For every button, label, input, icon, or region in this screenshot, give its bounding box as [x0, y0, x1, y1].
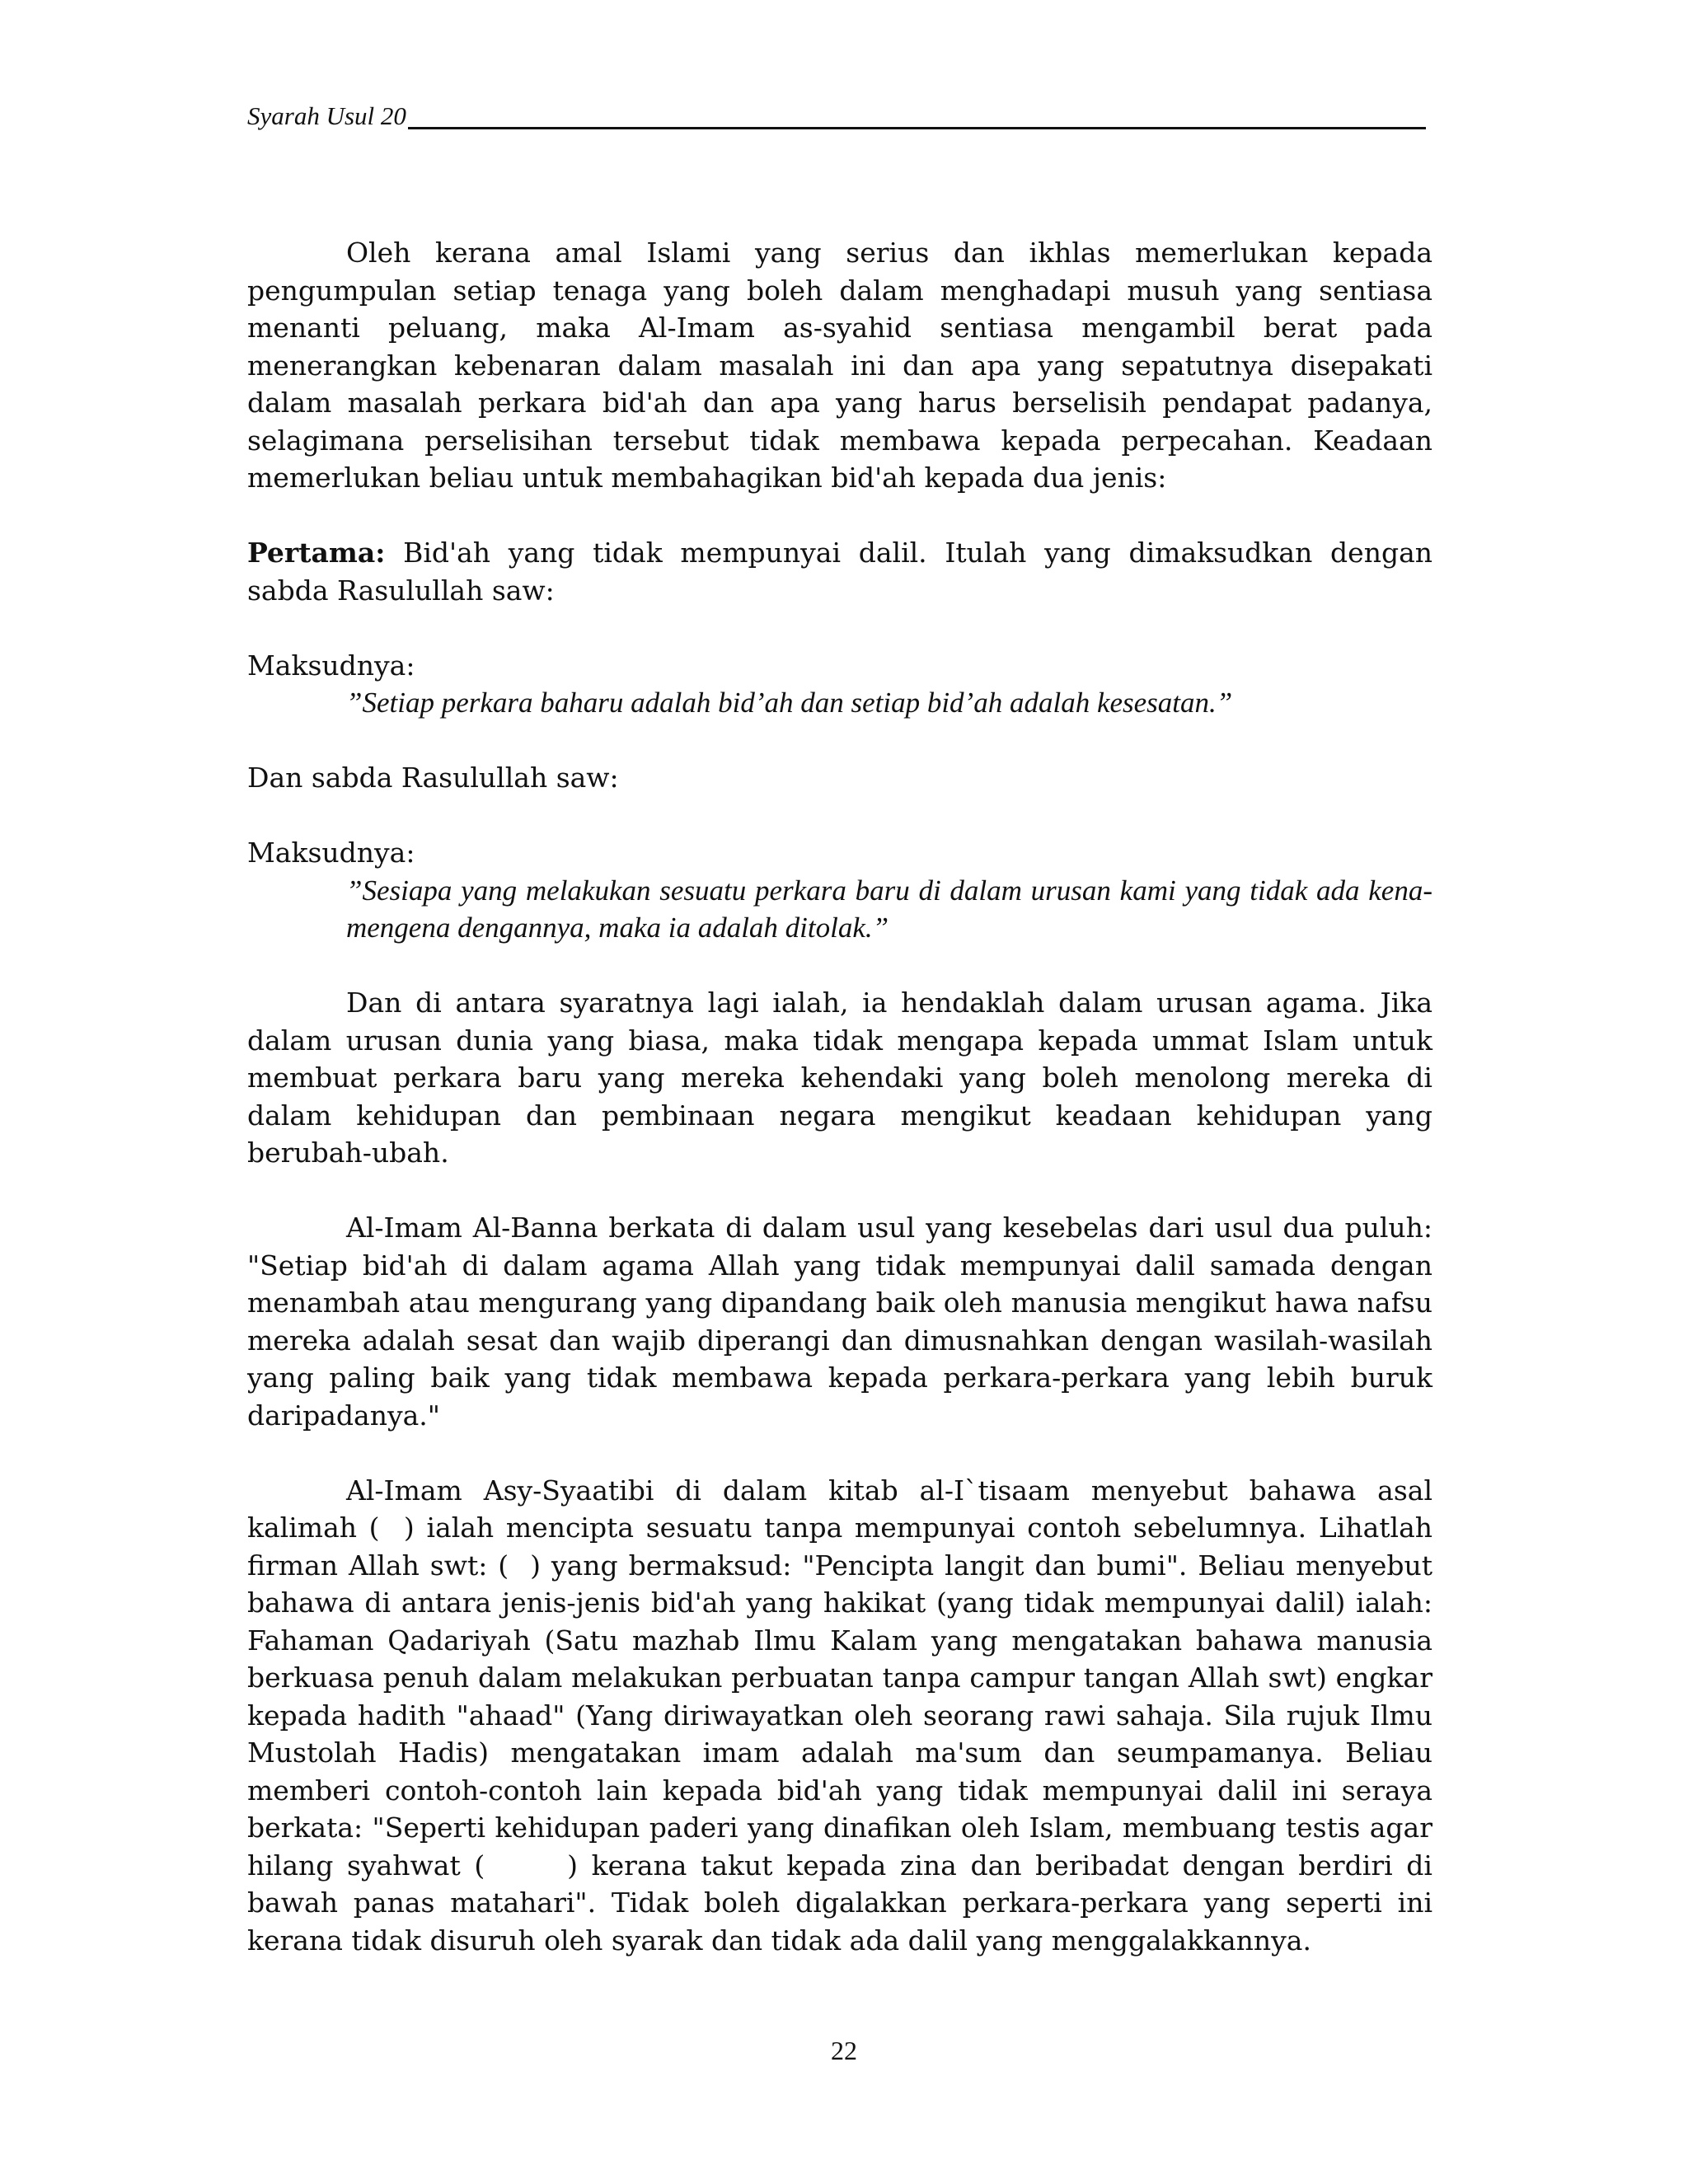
- header-rule: [408, 127, 1426, 129]
- hadith-quote-1: ”Setiap perkara baharu adalah bid’ah dan setiap bid’ah adalah kesesatan.”: [346, 687, 1233, 719]
- paragraph-intro: Oleh kerana amal Islami yang serius dan ikhlas memerlukan kepada pengumpulan setiap tenaga yang boleh dalam menghadapi musuh yang sentiasa menanti peluang, maka Al-Imam as-syahid sentiasa mengambil berat pada menerangkan kebenaran dalam masalah ini dan apa yang sepatutnya disepakati dalam masalah perkara bid'ah dan apa yang harus berselisih pendapat padanya, selagimana perselisihan tersebut tidak membawa kepada perpecahan. Keadaan memerlukan beliau untuk membahagikan bid'ah kepada dua jenis:: [247, 237, 1432, 494]
- page-number: 22: [831, 2036, 857, 2065]
- running-header-title: Syarah Usul 20: [247, 101, 406, 130]
- paragraph-syarat: Dan di antara syaratnya lagi ialah, ia hendaklah dalam urusan agama. Jika dalam urusan dunia yang biasa, maka tidak mengapa kepada ummat Islam untuk membuat perkara baru yang mereka kehendaki yang boleh menolong mereka di dalam kehidupan dan pembinaan negara mengikut keadaan kehidupan yang berubah-ubah.: [247, 987, 1432, 1169]
- dan-sabda-line: Dan sabda Rasulullah saw:: [247, 762, 619, 794]
- maksudnya-label-1: Maksudnya:: [247, 649, 415, 682]
- page-header: [247, 99, 1426, 132]
- pertama-text: Bid'ah yang tidak mempunyai dalil. Itulah yang dimaksudkan dengan sabda Rasulullah saw:: [247, 537, 1432, 607]
- page-body: [247, 234, 1432, 1959]
- pertama-label: Pertama:: [247, 537, 386, 569]
- hadith-quote-2: ”Sesiapa yang melakukan sesuatu perkara baru di dalam urusan kami yang tidak ada kena-mengena dengannya, maka ia adalah ditolak.”: [346, 874, 1432, 944]
- maksudnya-label-2: Maksudnya:: [247, 837, 415, 869]
- paragraph-al-banna: Al-Imam Al-Banna berkata di dalam usul yang kesebelas dari usul dua puluh: "Setiap bid'ah di dalam agama Allah yang tidak mempunyai dalil samada dengan menambah atau mengurang yang dipandang baik oleh manusia mengikut hawa nafsu mereka adalah sesat dan wajib diperangi dan dimusnahkan dengan wasilah-wasilah yang paling baik yang tidak membawa kepada perkara-perkara yang lebih buruk daripadanya.": [247, 1212, 1432, 1432]
- paragraph-asy-syaatibi: Al-Imam Asy-Syaatibi di dalam kitab al-I`tisaam menyebut bahawa asal kalimah ( ) ialah mencipta sesuatu tanpa mempunyai contoh sebelumnya. Lihatlah firman Allah swt: ( ) yang bermaksud: "Pencipta langit dan bumi". Beliau menyebut bahawa di antara jenis-jenis bid'ah yang hakikat (yang tidak mempunyai dalil) ialah: Fahaman Qadariyah (Satu mazhab Ilmu Kalam yang mengatakan bahawa manusia berkuasa penuh dalam melakukan perbuatan tanpa campur tangan Allah swt) engkar kepada hadith "ahaad" (Yang diriwayatkan oleh seorang rawi sahaja. Sila rujuk Ilmu Mustolah Hadis) mengatakan imam adalah ma'sum dan seumpamanya. Beliau memberi contoh-contoh lain kepada bid'ah yang tidak mempunyai dalil ini seraya berkata: "Seperti kehidupan paderi yang dinafikan oleh Islam, membuang testis agar hilang syahwat ( ) kerana takut kepada zina dan beribadat dengan berdiri di bawah panas matahari". Tidak boleh digalakkan perkara-perkara yang seperti ini kerana tidak disuruh oleh syarak dan tidak ada dalil yang menggalakkannya.: [247, 1474, 1432, 1957]
- paragraph-pertama: [247, 534, 1432, 609]
